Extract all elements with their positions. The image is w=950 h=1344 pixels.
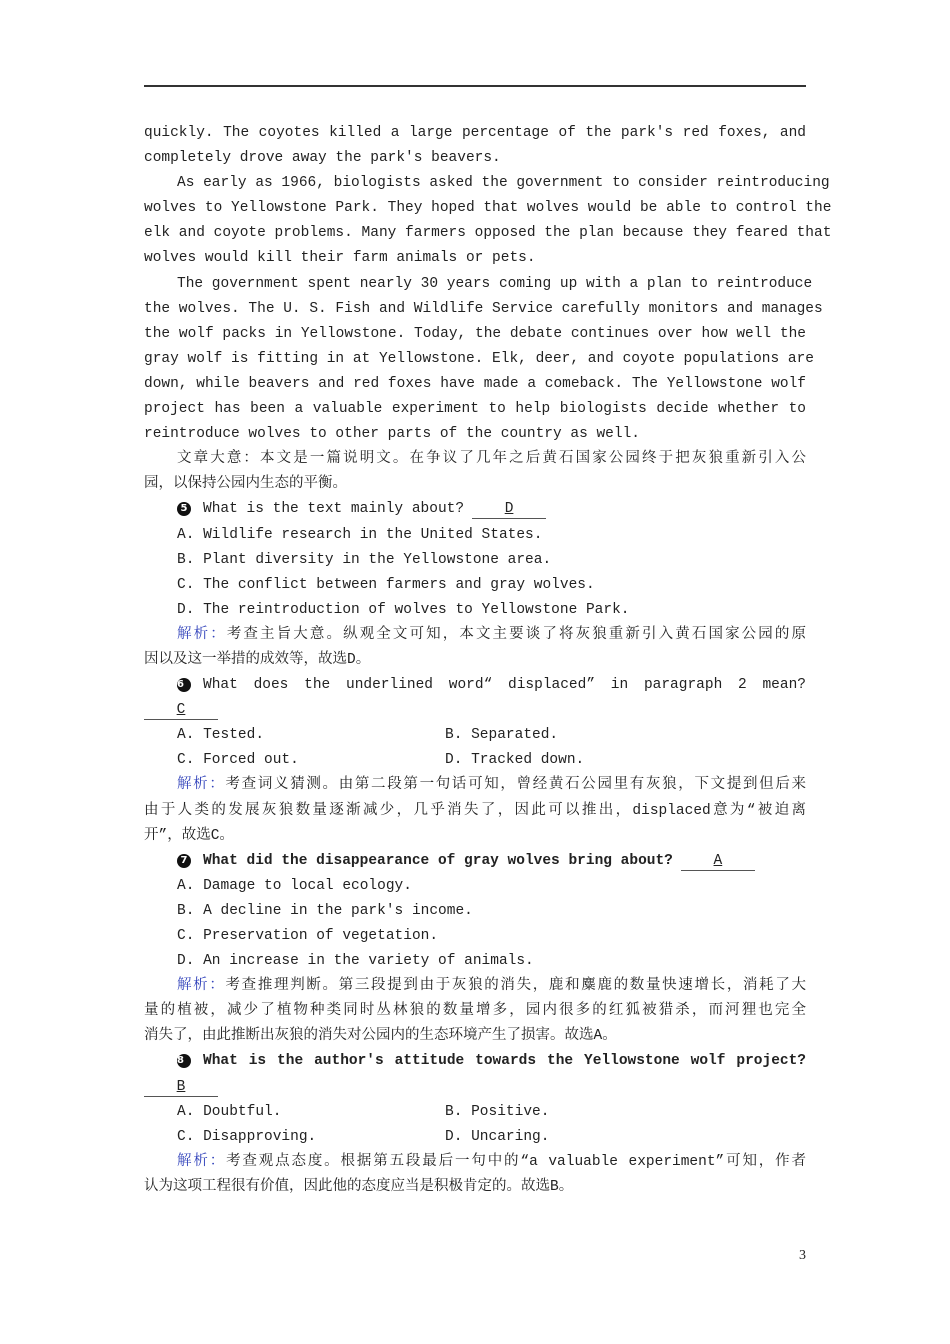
analysis-label: 解析： [177, 777, 226, 794]
text-line: As early as 1966, biologists asked the government to consider reintroducing [177, 175, 830, 192]
text-line: quickly. The coyotes killed a large percentage of the park's red foxes, and [144, 125, 806, 141]
text-line: 因以及这一举措的成效等，故选D。 [144, 651, 371, 668]
text-line: gray wolf is fitting in at Yellowstone. Elk, deer, and coyote populations are [144, 350, 815, 367]
question-line [144, 673, 806, 698]
text-line: 量的植被，减少了植物种类同时丛林狼的数量增多，园内很多的红狐被猎杀，而河狸也完全 [144, 1003, 806, 1020]
question-number-icon: 5 [177, 502, 191, 516]
text-line: 由于人类的发展灰狼数量逐渐减少，几乎消失了，因此可以推出，displaced意为“被迫离 [144, 802, 806, 819]
analysis-text: 考查词义猜测。由第二段第一句话可知，曾经黄石公园里有灰狼，下文提到但后来 [225, 777, 806, 794]
option: D. Uncaring. [445, 1128, 550, 1145]
text-line: the wolf packs in Yellowstone. Today, the debate continues over how well the [144, 325, 806, 342]
answer-letter: C [176, 702, 186, 719]
text-line: A. Wildlife research in the United States. [177, 526, 543, 543]
answer-letter: D [504, 501, 514, 518]
header-rule [144, 85, 806, 87]
text-line: 园，以保持公园内生态的平衡。 [144, 476, 347, 493]
text-line: C. The conflict between farmers and gray wolves. [177, 576, 595, 593]
text-line: C. Preservation of vegetation. [177, 928, 439, 944]
question-number-icon: 7 [177, 854, 191, 868]
answer-blank [472, 501, 546, 519]
analysis-text: 考查观点态度。根据第五段最后一句中的“a valuable experiment”可知，作者 [226, 1153, 806, 1170]
question-text: What does the underlined word“ displaced” in paragraph 2 mean? [203, 677, 806, 694]
question-text: What is the text mainly about? [203, 501, 465, 518]
analysis-label: 解析： [177, 1153, 227, 1170]
text-line: elk and coyote problems. Many farmers opposed the plan because they feared that [144, 225, 832, 242]
text-line [144, 1100, 806, 1125]
text-line: 开”，故选C。 [144, 827, 234, 844]
answer-blank [144, 702, 218, 720]
text-line: A. Damage to local ecology. [177, 877, 412, 894]
text-line [144, 1125, 806, 1150]
analysis-label: 解析： [177, 626, 227, 643]
text-line: 认为这项工程很有价值，因此他的态度应当是积极肯定的。故选B。 [144, 1178, 574, 1195]
option: A. Doubtful. [177, 1103, 282, 1120]
text-line: completely drove away the park's beavers. [144, 150, 501, 167]
text-line: wolves would kill their farm animals or pets. [144, 250, 536, 267]
analysis-line [144, 974, 806, 999]
question-line [144, 849, 806, 874]
text-line: The government spent nearly 30 years coming up with a plan to reintroduce [177, 275, 813, 292]
analysis-line [144, 1150, 806, 1175]
question-line [144, 497, 806, 522]
text-line: 消失了，由此推断出灰狼的消失对公园内的生态环境产生了损害。故选A。 [144, 1028, 617, 1045]
question-text: What is the author's attitude towards the Yellowstone wolf project? [203, 1053, 806, 1070]
analysis-text: 考查主旨大意。纵观全文可知，本文主要谈了将灰狼重新引入黄石国家公园的原 [226, 626, 807, 643]
answer-blank [681, 853, 755, 871]
option: B. Positive. [445, 1103, 550, 1120]
option: B. Separated. [445, 727, 559, 744]
analysis-line [144, 623, 806, 648]
option: C. Disapproving. [177, 1128, 317, 1145]
answer-letter: B [176, 1078, 186, 1095]
option: C. Forced out. [177, 752, 299, 769]
text-line: down, while beavers and red foxes have made a comeback. The Yellowstone wolf [144, 375, 806, 392]
text-line: B. A decline in the park's income. [177, 902, 473, 919]
text-line: D. An increase in the variety of animals. [177, 953, 534, 970]
text-line: 文章大意：本文是一篇说明文。在争议了几年之后黄石国家公园终于把灰狼重新引入公 [177, 451, 806, 468]
text-line [144, 698, 806, 723]
option: D. Tracked down. [445, 752, 585, 769]
document-body [144, 121, 832, 1200]
text-line [144, 748, 806, 773]
text-line: wolves to Yellowstone Park. They hoped that wolves would be able to control the [144, 200, 832, 217]
page-number: 3 [799, 1248, 806, 1263]
text-line: project has been a valuable experiment to help biologists decide whether to [144, 401, 806, 418]
text-line: B. Plant diversity in the Yellowstone area. [177, 551, 552, 568]
question-number-icon: 8 [177, 1054, 191, 1068]
answer-blank [144, 1079, 218, 1097]
analysis-text: 考查推理判断。第三段提到由于灰狼的消失，鹿和麋鹿的数量快速增长，消耗了大 [225, 978, 806, 995]
text-line [144, 723, 806, 748]
question-number-icon: 6 [177, 678, 191, 692]
text-line: reintroduce wolves to other parts of the country as well. [144, 426, 640, 443]
text-line: D. The reintroduction of wolves to Yellowstone Park. [177, 601, 630, 618]
question-text: What did the disappearance of gray wolves bring about? [203, 852, 673, 869]
text-line: the wolves. The U. S. Fish and Wildlife Service carefully monitors and manages [144, 300, 823, 317]
option: A. Tested. [177, 727, 265, 744]
question-line [144, 1049, 806, 1074]
analysis-label: 解析： [177, 978, 226, 995]
answer-letter: A [713, 852, 723, 869]
text-line [144, 1075, 806, 1100]
analysis-line [144, 773, 806, 798]
